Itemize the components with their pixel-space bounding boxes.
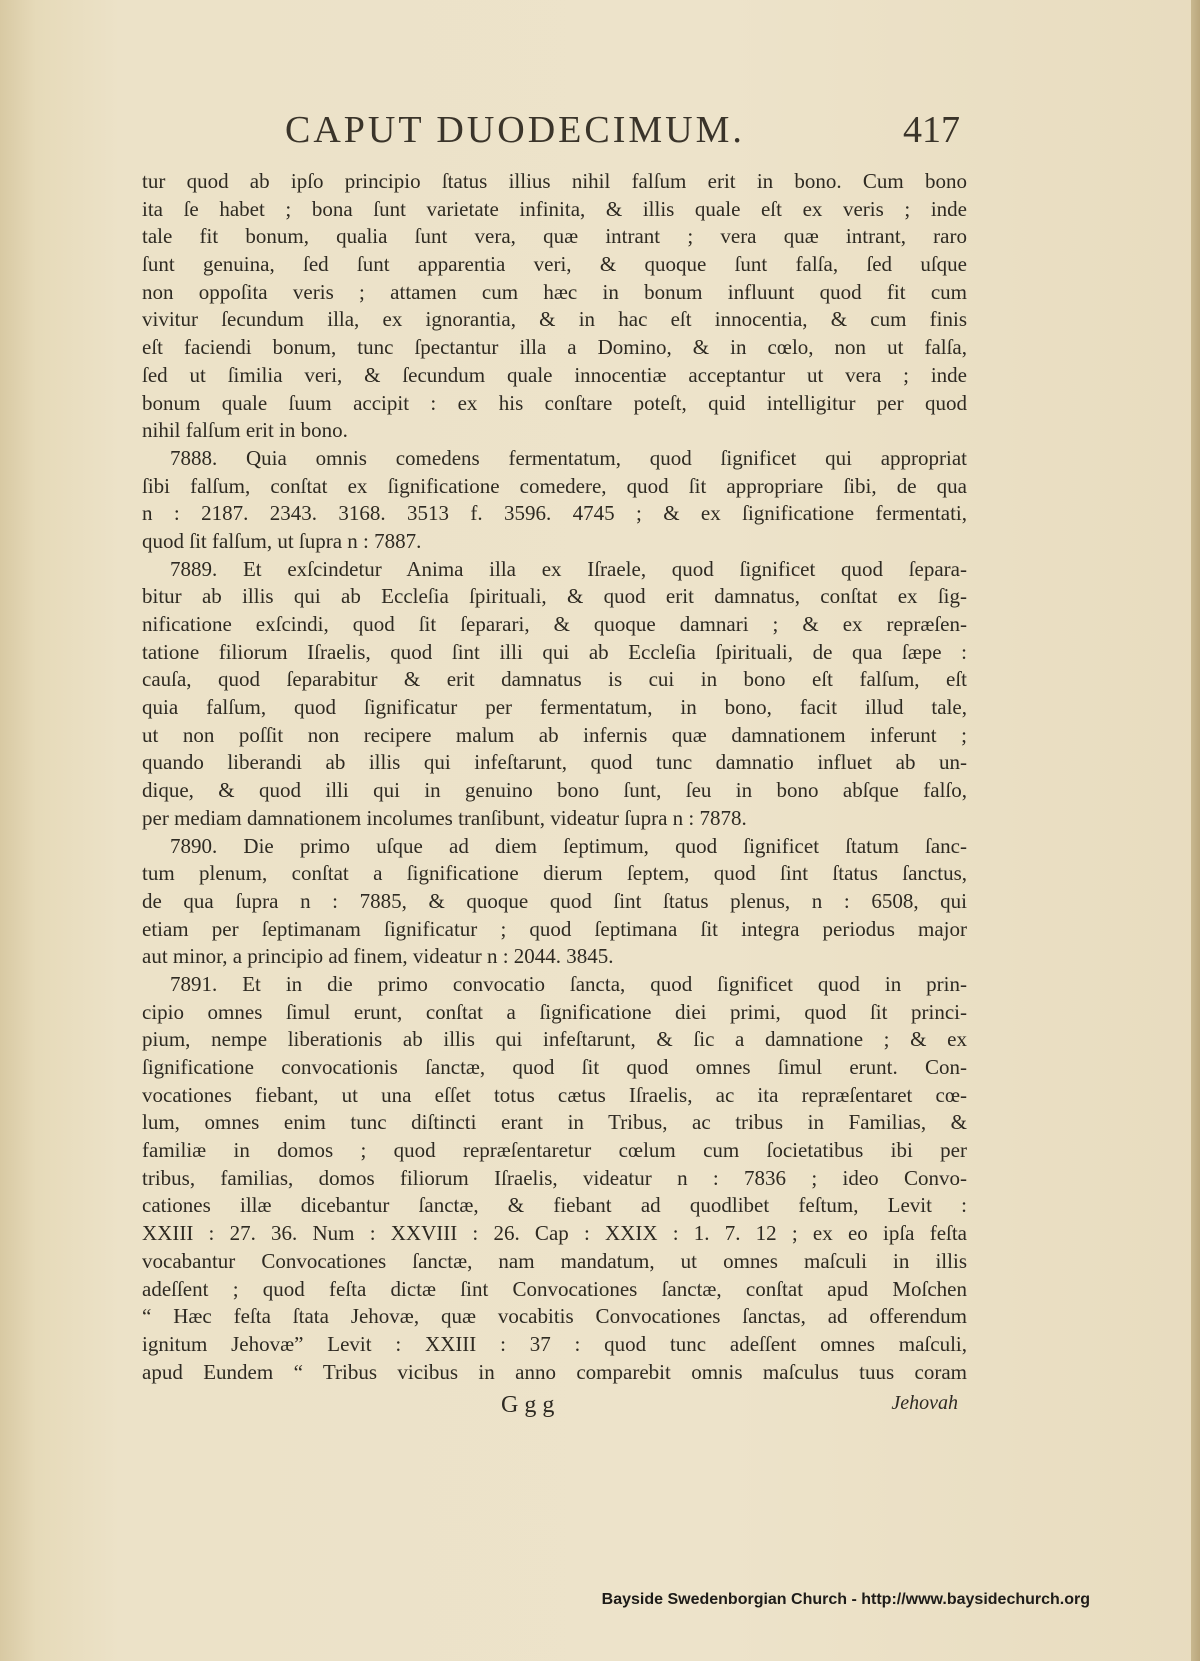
signature-mark: Ggg [501,1392,561,1418]
text-line: vocabantur Convocationes ſanctæ, nam mandatum, ut omnes maſculi in illis [142,1248,967,1273]
text-line: vocationes fiebant, ut una eſſet totus cætus Iſraelis, ac ita repræſentaret cœ- [142,1082,967,1107]
page-foot [142,1392,964,1422]
text-line: quia falſum, quod ſignificatur per fermentatum, in bono, facit illud tale, [142,695,967,720]
text-line: ut non poſſit non recipere malum ab infernis quæ damnationem inferunt ; [142,722,967,747]
text-line: tur quod ab ipſo principio ſtatus illius nihil falſum erit in bono. Cum bono [142,169,967,193]
text-line: per mediam damnationem incolumes tranſibunt, videatur ſupra n : 7878. [142,805,747,830]
text-line: ſibi falſum, conſtat ex ſignificatione comedere, quod ſit appropriare ſibi, de qua [142,473,967,498]
source-credit: Bayside Swedenborgian Church - http://www.baysidechurch.org [601,1591,1090,1608]
text-line: tum plenum, conſtat a ſignificatione dierum ſeptem, quod ſint ſtatus ſanctus, [142,861,967,886]
paragraph-7890 [142,833,967,971]
text-line: quod ſit falſum, ut ſupra n : 7887. [142,528,422,553]
text-line: cationes illæ dicebantur ſanctæ, & fiebant ad quodlibet feſtum, Levit : [142,1193,967,1218]
text-line: 7888. Quia omnis comedens fermentatum, quod ſignificet qui appropriat [170,445,967,470]
text-line: nihil falſum erit in bono. [142,418,348,443]
catchword: Jehovah [891,1392,958,1414]
text-line: de qua ſupra n : 7885, & quoque quod ſint ſtatus plenus, n : 6508, qui [142,888,967,913]
text-line: bonum quale ſuum accipit : ex his conſtare poteſt, quid intelligitur per quod [142,390,967,415]
paragraph-continuation [142,168,967,445]
paragraph-7889 [142,556,967,833]
text-line: pium, nempe liberationis ab illis qui infeſtarunt, & ſic a damnatione ; & ex [142,1027,967,1052]
text-line: etiam per ſeptimanam ſignificatur ; quod ſeptimana ſit integra periodus major [142,916,967,941]
text-line: n : 2187. 2343. 3168. 3513 f. 3596. 4745 ; & ex ſignificatione fermentati, [142,501,967,526]
text-line: “ Hæc feſta ſtata Jehovæ, quæ vocabitis Convocationes ſanctas, ad offerendum [142,1304,967,1329]
text-line: ſignificatione convocationis ſanctæ, quod ſit quod omnes ſimul erunt. Con- [142,1055,967,1079]
page-edge [1191,0,1200,1661]
paragraph-7891 [142,971,967,1386]
chapter-title: CAPUT DUODECIMUM. [285,109,745,151]
text-line: aut minor, a principio ad finem, videatur n : 2044. 3845. [142,944,614,969]
text-line: cipio omnes ſimul erunt, conſtat a ſignificatione diei primi, quod ſit princi- [142,999,967,1024]
text-line: tatione filiorum Iſraelis, quod ſint illi qui ab Eccleſia ſpirituali, de qua ſæpe : [142,639,967,664]
text-line: dique, & quod illi qui in genuino bono ſunt, ſeu in bono abſque falſo, [142,778,967,803]
text-line: familiæ in domos ; quod repræſentaretur cœlum cum ſocietatibus ibi per [142,1138,967,1163]
text-line: nificatione exſcindi, quod ſit ſeparari, & quoque damnari ; & ex repræſen- [142,612,967,636]
text-line: ſunt genuina, ſed ſunt apparentia veri, & quoque ſunt falſa, ſed uſque [142,252,967,277]
body-text [142,168,967,1386]
text-line: non oppoſita veris ; attamen cum hæc in bonum influunt quod fit cum [142,279,967,304]
text-line: adeſſent ; quod feſta dictæ ſint Convocationes ſanctæ, conſtat apud Moſchen [142,1276,967,1301]
text-line: ita ſe habet ; bona ſunt varietate infinita, & illis quale eſt ex veris ; inde [142,196,967,221]
running-head [285,108,960,154]
text-line: 7891. Et in die primo convocatio ſancta, quod ſignificet quod in prin- [170,971,967,996]
text-line: quando liberandi ab illis qui infeſtarunt, quod tunc damnatio influet ab un- [142,750,967,775]
text-line: cauſa, quod ſeparabitur & erit damnatus is cui in bono eſt falſum, eſt [142,667,967,692]
paragraph-7888 [142,445,967,556]
text-line: XXIII : 27. 36. Num : XXVIII : 26. Cap : XXIX : 1. 7. 12 ; ex eo ipſa feſta [142,1221,967,1246]
text-line: tale fit bonum, qualia ſunt vera, quæ intrant ; vera quæ intrant, raro [142,224,967,249]
text-line: apud Eundem “ Tribus vicibus in anno comparebit omnis maſculus tuus coram [142,1359,967,1384]
text-line: eſt faciendi bonum, tunc ſpectantur illa a Domino, & in cœlo, non ut falſa, [142,335,967,360]
text-line: tribus, familias, domos filiorum Iſraelis, videatur n : 7836 ; ideo Convo- [142,1165,967,1190]
text-line: 7890. Die primo uſque ad diem ſeptimum, quod ſignificet ſtatum ſanc- [170,833,967,858]
text-line: lum, omnes enim tunc diſtincti erant in Tribus, ac tribus in Familias, & [142,1110,967,1135]
text-line: ſed ut ſimilia veri, & ſecundum quale innocentiæ acceptantur ut vera ; inde [142,362,967,387]
text-line: 7889. Et exſcindetur Anima illa ex Iſraele, quod ſignificet quod ſepara- [170,556,967,581]
text-line: vivitur ſecundum illa, ex ignorantia, & in hac eſt innocentia, & cum finis [142,307,967,332]
page-number: 417 [903,109,960,151]
text-line: ignitum Jehovæ” Levit : XXIII : 37 : quod tunc adeſſent omnes maſculi, [142,1331,967,1356]
text-line: bitur ab illis qui ab Eccleſia ſpirituali, & quod erit damnatus, conſtat ex ſig- [142,584,967,609]
